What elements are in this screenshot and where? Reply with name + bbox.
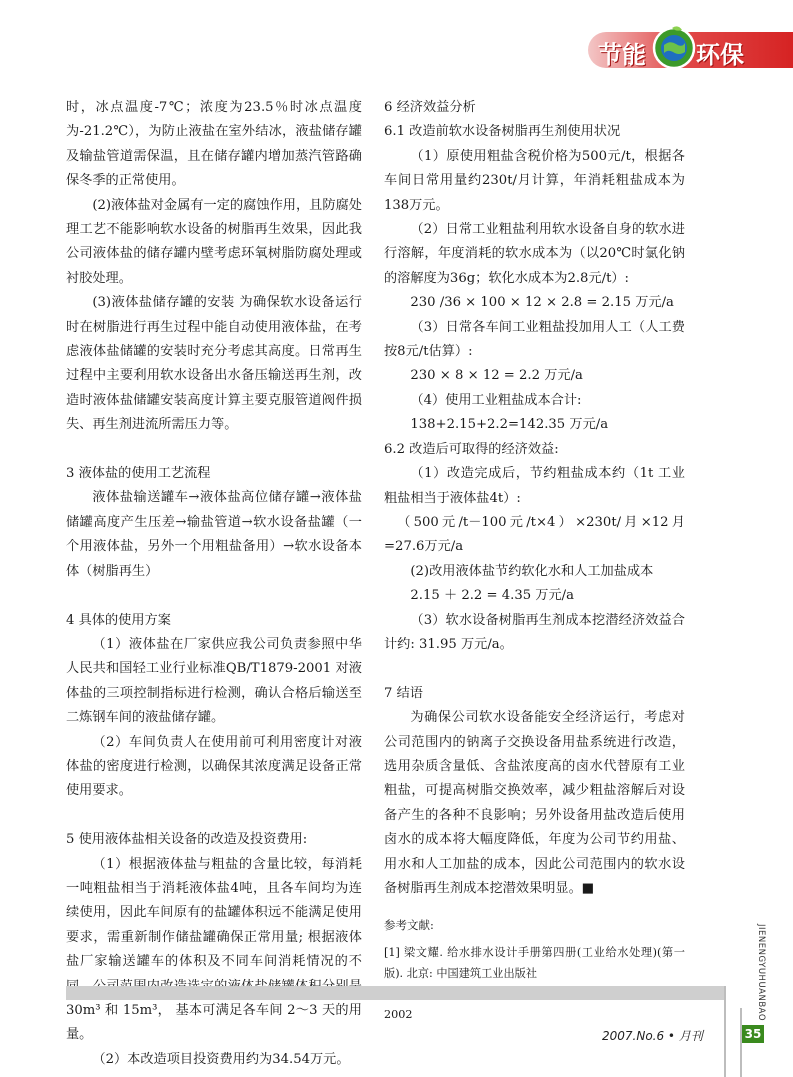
equation: 2.15 ＋ 2.2 = 4.35 万元/a <box>410 588 574 604</box>
reference-item: 2002 <box>384 1007 413 1021</box>
paragraph: （2）本改造项目投资费用约为34.54万元。 <box>92 1051 350 1067</box>
spacer <box>66 438 362 462</box>
paragraph: (3)液体盐储存罐的安装 为确保软水设备运行时在树脂进行再生过程中能自动使用液体盐，在考虑液体盐储罐的安装时充分考虑其高度。日常再生过程中主要利用软水设备出水备压输送再生剂，改造时液体盐储罐安装高度计算主要克服管道阀件损失、再生剂进流所需压力等。 <box>66 295 362 433</box>
magazine-logo <box>588 32 793 68</box>
paragraph: （2）车间负责人在使用前可利用密度计对液体盐的密度进行检测，以确保其浓度满足设备正常使用要求。 <box>66 734 362 799</box>
right-column <box>384 96 685 1025</box>
paragraph: （1）原使用粗盐含税价格为500元/t，根据各车间日常用量约230t/月计算，年消耗粗盐成本为138万元。 <box>384 148 685 213</box>
equation: 230 /36 × 100 × 12 × 2.8 = 2.15 万元/a <box>410 295 674 311</box>
section-heading: 6 经济效益分析 <box>384 100 476 115</box>
paragraph: （4）使用工业粗盐成本合计: <box>410 392 582 408</box>
paragraph: （1）液体盐在厂家供应我公司负责参照中华人民共和国轻工业行业标准QB/T1879-2001 对液体盐的三项控制指标进行检测，确认合格后输送至二炼钢车间的液盐储存罐。 <box>66 636 362 726</box>
paragraph: （3）日常各车间工业粗盐投加用人工（人工费按8元/t估算）: <box>384 319 685 360</box>
equation: 230 × 8 × 12 = 2.2 万元/a <box>410 368 583 384</box>
footer-divider <box>724 986 726 1077</box>
section-heading: 7 结语 <box>384 685 423 701</box>
footer-band <box>66 986 724 1000</box>
paragraph: （1）根据液体盐与粗盐的含量比较，每消耗一吨粗盐相当于消耗液体盐4吨，且各车间均为连续使用，因此车间原有的盐罐体积远不能满足使用要求，需重新制作储盐罐确保正常用量; 根据液体盐厂家输送罐车的体积及不同车间消耗情况的不 30m³ 和 15m³， 基本可满足各车间 2～3 天的用量。 <box>66 856 362 1043</box>
subsection-heading: 6.1 改造前软水设备树脂再生剂使用状况 <box>384 124 621 140</box>
paragraph: 液体盐输送罐车→液体盐高位储存罐→液体盐储罐高度产生压差→输盐管道→软水设备盐罐（一个用液体盐，另外一个用粗盐备用）→软水设备本体（树脂再生） <box>66 490 362 579</box>
spacer <box>66 584 362 608</box>
paragraph: (2)液体盐对金属有一定的腐蚀作用，且防腐处理工艺不能影响软水设备的树脂再生效果，因此我公司液体盐的储存罐内壁考虑环氧树脂防腐处理或衬胶处理。 <box>66 197 362 286</box>
section-heading: 5 使用液体盐相关设备的改造及投资费用: <box>66 832 308 848</box>
paragraph: （2）日常工业粗盐利用软水设备自身的软水进行溶解，年度消耗的软水成本为（以20℃时氯化钠的溶解度为36g；软化水成本为2.8元/t）: <box>384 222 685 286</box>
section-heading: 4 具体的使用方案 <box>66 612 171 628</box>
left-column <box>66 96 362 1072</box>
subsection-heading: 6.2 改造后可取得的经济效益: <box>384 441 559 457</box>
spacer <box>66 804 362 828</box>
paragraph: 时，冰点温度-7℃；浓度为23.5％时冰点温度为-21.2℃），为防止液盐在室外结冰，液盐储存罐及输盐管道需保温，且在储存罐内增加蒸汽管路确保冬季的正常使用。 <box>66 100 362 189</box>
logo-text-right: 环保 <box>696 41 744 69</box>
issue-label: 2007.No.6 • 月刊 <box>602 1029 703 1043</box>
paragraph: （1）改造完成后，节约粗盐成本约（1t 工业粗盐相当于液体盐4t）: <box>384 466 685 506</box>
equation: 138+2.15+2.2=142.35 万元/a <box>410 417 609 433</box>
journal-pinyin-label: JIENENGYUHUANBAO <box>756 924 766 1022</box>
logo-text-left: 节能 <box>598 41 646 69</box>
references-title: 参考文献: <box>384 918 434 933</box>
equation: （500元/t－100元/t×4）×230t/月×12月=27.6万元/a <box>384 514 685 555</box>
globe-icon <box>652 26 696 70</box>
reference-item: [1] 梁文耀. 给水排水设计手册第四册(工业给水处理)(第一版). 北京: 中国建筑工业出版社 <box>384 946 685 980</box>
paragraph: （3）软水设备树脂再生剂成本挖潜经济效益合计约: 31.95 万元/a。 <box>384 612 685 652</box>
spacer <box>384 657 685 681</box>
section-heading: 3 液体盐的使用工艺流程 <box>66 466 211 482</box>
page-number: 35 <box>742 1025 764 1043</box>
paragraph: 为确保公司软水设备能安全经济运行，考虑对公司范围内的钠离子交换设备用盐系统进行改造，选用杂质含量低、含盐浓度高的卤水代替原有工业粗盐，可提高树脂交换效率，减少粗盐溶解后对设备产生的各种不良影响；另外设备用盐改造后使用卤水的成本将大幅度降低，年度为公司节约用盐、用水和人工加盐的成本，因此公司范围内的软水设备树脂再生剂成本挖潜效果明显。■ <box>384 710 685 896</box>
paragraph: (2)改用液体盐节约软化水和人工加盐成本 <box>410 563 654 579</box>
top-margin <box>0 0 793 20</box>
